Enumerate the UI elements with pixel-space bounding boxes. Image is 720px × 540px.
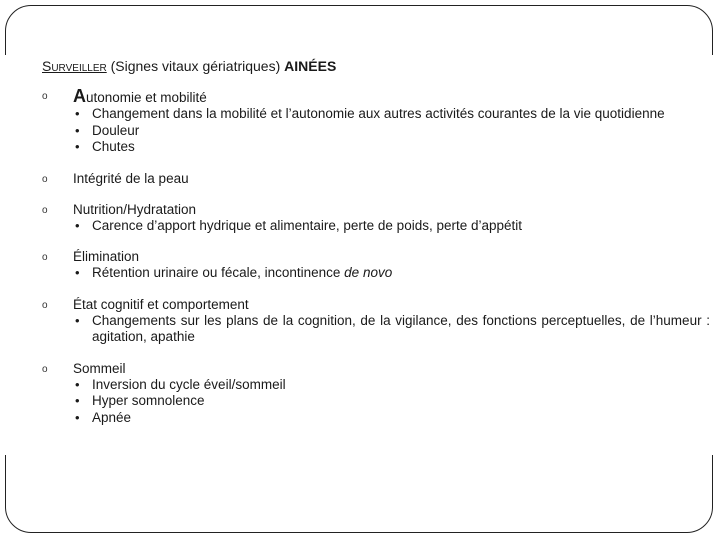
bullet-item: • Chutes	[73, 139, 718, 156]
section-elimination	[42, 249, 718, 282]
bullet-italic: de novo	[344, 265, 393, 280]
bullet-text: Rétention urinaire ou fécale, incontinence	[92, 265, 345, 280]
bullet-list	[42, 265, 718, 282]
slide-content	[42, 58, 718, 441]
section-marker: o	[42, 299, 48, 311]
section-marker: o	[42, 173, 48, 185]
heading-middle: (Signes vitaux gériatriques)	[106, 58, 285, 74]
bullet-item	[73, 265, 718, 282]
section-title: Élimination	[73, 249, 140, 264]
section-title: Nutrition/Hydratation	[73, 201, 197, 217]
section-integrite	[42, 171, 718, 187]
bullet-item: • Changements sur les plans de la cognition, de la vigilance, des fonctions perceptuelles, de l’humeur : agitation, apathie	[73, 313, 718, 346]
title-initial: A	[73, 86, 86, 106]
section-title: Intégrité de la peau	[73, 170, 189, 186]
section-marker: o	[42, 91, 48, 102]
bullet-item: • Apnée	[73, 410, 718, 427]
bullet-item: • Douleur	[73, 123, 718, 140]
bullet-list	[42, 313, 718, 346]
section-autonomie	[42, 88, 718, 156]
bullet-list	[42, 218, 718, 235]
title-rest: utonomie et mobilité	[86, 90, 207, 105]
section-title	[73, 88, 718, 106]
section-marker: o	[42, 252, 48, 263]
bullet-list	[42, 377, 718, 427]
section-title: Sommeil	[73, 360, 126, 376]
frame-gap-left	[0, 55, 12, 455]
section-etat-cognitif	[42, 297, 718, 346]
section-sommeil	[42, 361, 718, 427]
slide-heading	[42, 58, 718, 74]
bullet-item: • Hyper somnolence	[73, 393, 718, 410]
bullet-item: • Inversion du cycle éveil/sommeil	[73, 377, 718, 394]
section-title: État cognitif et comportement	[73, 296, 249, 312]
heading-bold: AINÉES	[284, 58, 337, 74]
heading-lead: Surveiller	[42, 58, 107, 74]
bullet-list	[42, 106, 718, 156]
section-nutrition	[42, 202, 718, 235]
section-marker: o	[42, 363, 48, 375]
bullet-item: • Changement dans la mobilité et l’autonomie aux autres activités courantes de la vie quotidienne	[73, 106, 718, 123]
bullet-item: • Carence d’apport hydrique et alimentaire, perte de poids, perte d’appétit	[73, 218, 718, 235]
section-marker: o	[42, 204, 48, 216]
